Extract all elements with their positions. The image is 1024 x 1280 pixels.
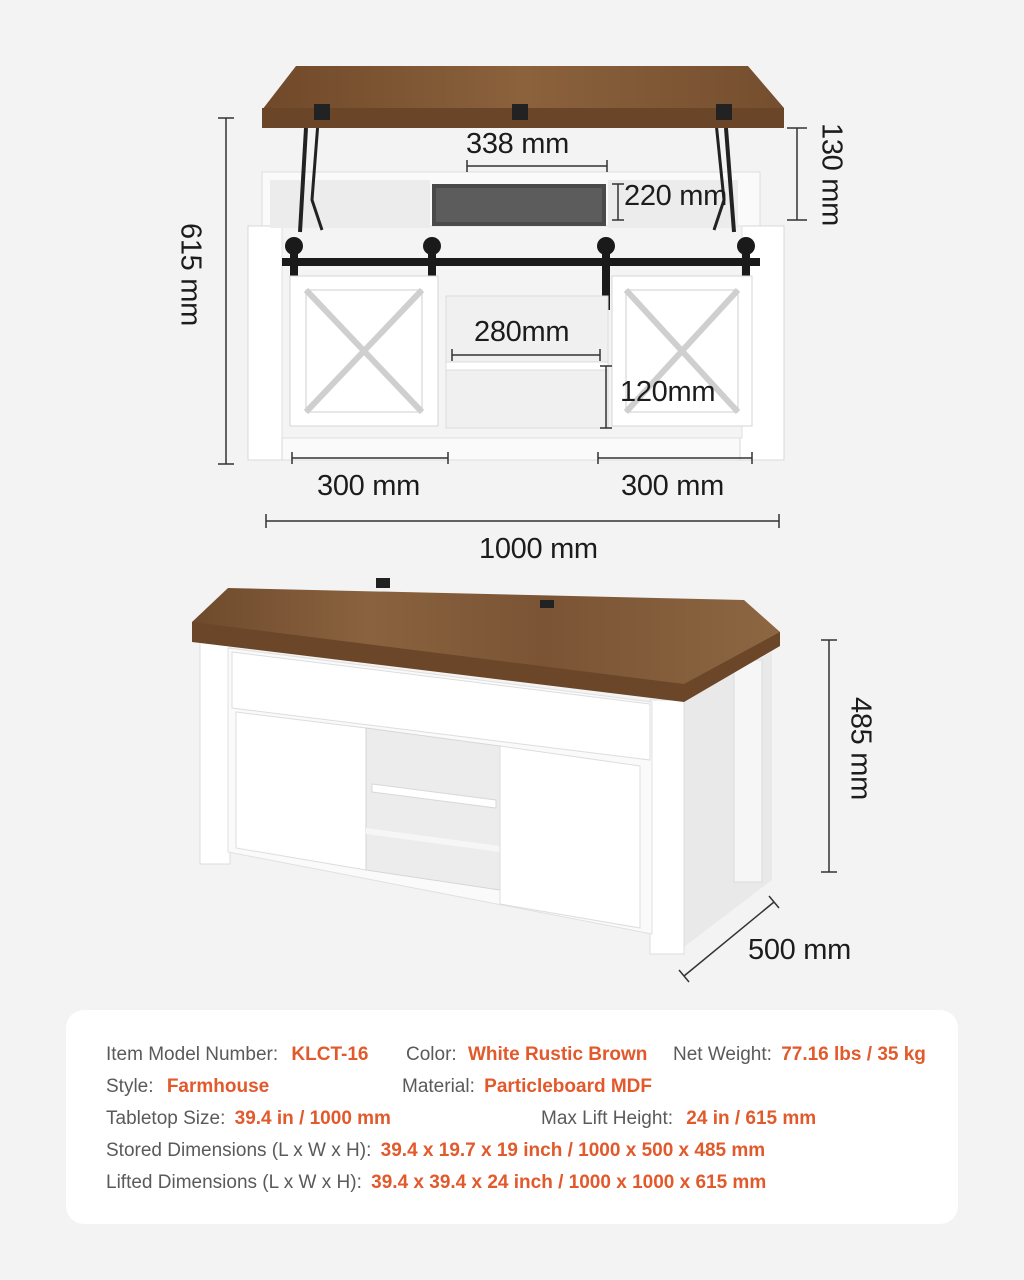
stored-table-perspective-view — [192, 578, 837, 982]
lifted-dimensions-label: Lifted Dimensions (L x W x H): — [106, 1172, 362, 1193]
tray-depth-label: 220 mm — [624, 180, 727, 212]
model-label: Item Model Number: — [106, 1044, 279, 1065]
spec-row-5 — [106, 1172, 766, 1194]
stored-dimensions-label: Stored Dimensions (L x W x H): — [106, 1140, 372, 1161]
spec-row-2b — [402, 1076, 652, 1098]
lift-label: Max Lift Height: — [541, 1108, 673, 1129]
stored-dimensions-value: 39.4 x 19.7 x 19 inch / 1000 x 500 x 485 mm — [380, 1140, 766, 1161]
spec-row-3 — [106, 1108, 391, 1130]
top-inner-width-label: 338 mm — [466, 128, 569, 160]
right-door-width-label: 300 mm — [621, 470, 724, 502]
weight-label: Net Weight: — [673, 1044, 772, 1065]
spec-row-1c — [673, 1044, 926, 1066]
shelf-width-label: 280mm — [474, 316, 570, 348]
stored-height-label: 485 mm — [844, 697, 877, 800]
spec-row-4 — [106, 1140, 765, 1162]
model-value: KLCT-16 — [291, 1044, 369, 1065]
spec-row-1 — [106, 1044, 368, 1066]
spec-row-3b — [541, 1108, 816, 1130]
lifted-dimensions-value: 39.4 x 39.4 x 24 inch / 1000 x 1000 x 615 mm — [371, 1172, 767, 1193]
lift-value: 24 in / 615 mm — [686, 1108, 817, 1129]
style-label: Style: — [106, 1076, 154, 1097]
shelf-height-label: 120mm — [620, 376, 716, 408]
lift-gap-label: 130 mm — [815, 123, 848, 226]
tabletop-value: 39.4 in / 1000 mm — [234, 1108, 391, 1129]
depth-label: 500 mm — [748, 934, 851, 966]
material-value: Particleboard MDF — [484, 1076, 653, 1097]
spec-card — [66, 1010, 958, 1224]
material-label: Material: — [402, 1076, 475, 1097]
color-value: White Rustic Brown — [467, 1044, 648, 1065]
weight-value: 77.16 lbs / 35 kg — [781, 1044, 926, 1065]
left-door-width-label: 300 mm — [317, 470, 420, 502]
lifted-height-label: 615 mm — [174, 223, 207, 326]
color-label: Color: — [406, 1044, 457, 1065]
spec-row-2 — [106, 1076, 269, 1098]
style-value: Farmhouse — [166, 1076, 270, 1097]
tabletop-label: Tabletop Size: — [106, 1108, 226, 1129]
spec-row-1b — [406, 1044, 647, 1066]
total-length-label: 1000 mm — [479, 533, 598, 565]
